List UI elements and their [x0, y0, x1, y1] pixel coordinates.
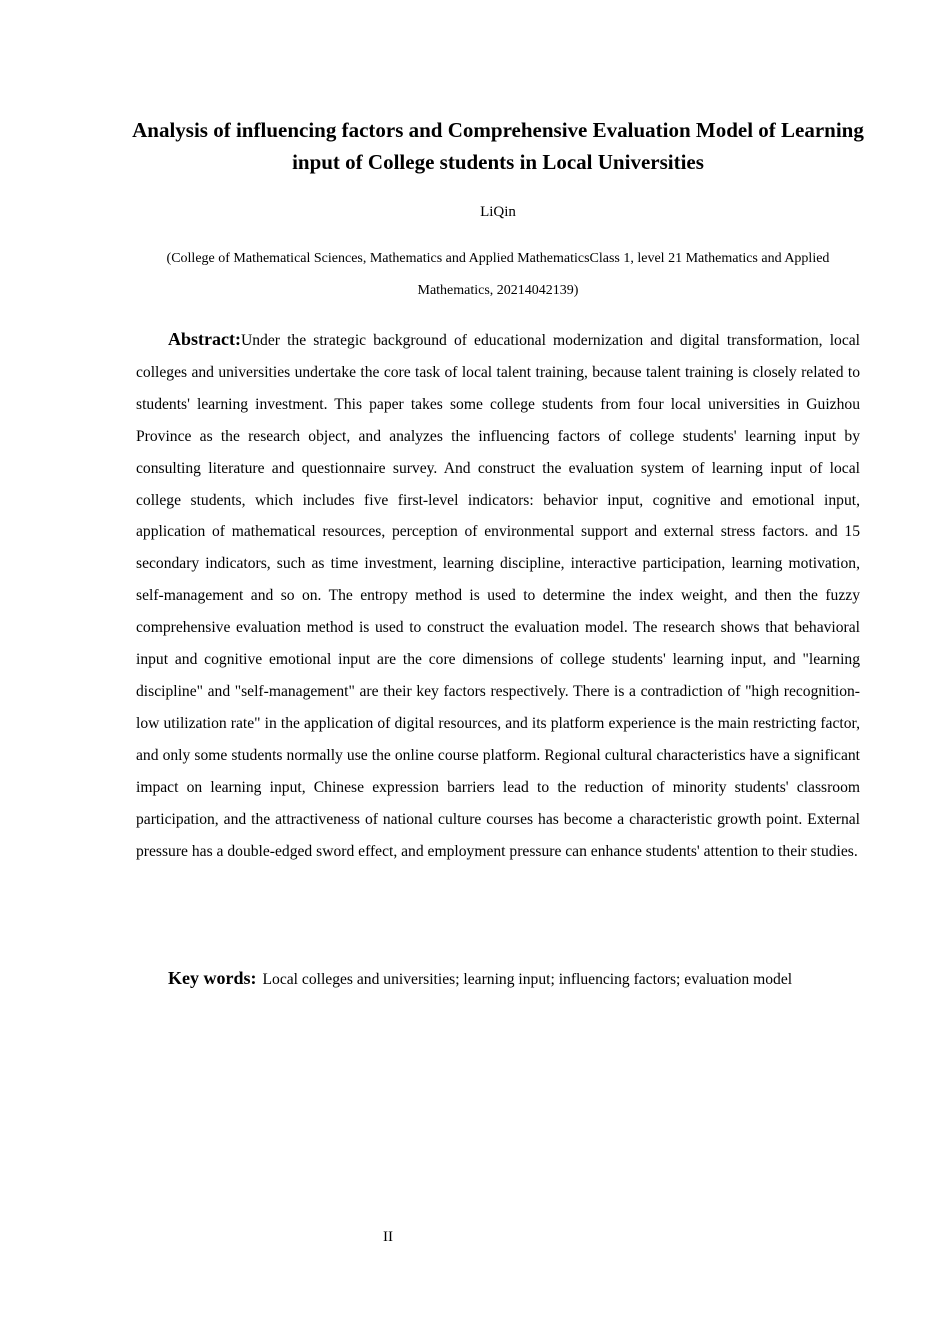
author-name: LiQin — [480, 204, 516, 220]
page-number: II — [383, 1229, 393, 1245]
abstract-label: Abstract: — [168, 329, 241, 349]
author-affiliation: (College of Mathematical Sciences, Mathematics and Applied MathematicsClass 1, level 21 Mathematics and Applied Mathematics, 20214042139) — [166, 251, 830, 298]
paper-title: Analysis of influencing factors and Comprehensive Evaluation Model of Learning input of College students in Local Universities — [132, 118, 864, 174]
abstract-paragraph — [136, 324, 860, 867]
abstract-text: Under the strategic background of educational modernization and digital transformation, local colleges and universities undertake the core task of local talent training, because talent training is closely related to students' learning investment. This paper takes some college students from four local universities in Guizhou Province as the research object, and analyzes the influencing factors of college students' learning input by consulting literature and questionnaire survey. And construct the evaluation system of learning input of local college students, which includes five first-level indicators: behavior input, cognitive and emotional input, application of mathematical resources, perception of environmental support and external stress factors. and 15 secondary indicators, such as time investment, learning discipline, interactive participation, learning motivation, self-management and so on. The entropy method is used to determine the index weight, and then the fuzzy comprehensive evaluation method is used to construct the evaluation model. The research shows that behavioral input and cognitive emotional input are the core dimensions of college students' learning input, and "learning discipline" and "self-management" are their key factors respectively. There is a contradiction of "high recognition-low utilization rate" in the application of digital resources, and its platform experience is the main restricting factor, and only some students normally use the online course platform. Regional cultural characteristics have a significant impact on learning input, Chinese expression barriers lead to the reduction of minority students' classroom participation, and the attractiveness of national culture courses has become a characteristic growth point. External pressure has a double-edged sword effect, and employment pressure can enhance students' attention to their studies. — [136, 332, 860, 860]
keywords-text: Local colleges and universities; learning input; influencing factors; evaluation model — [262, 971, 793, 988]
keywords-label: Key words: — [168, 968, 257, 988]
keywords-paragraph — [136, 963, 860, 995]
